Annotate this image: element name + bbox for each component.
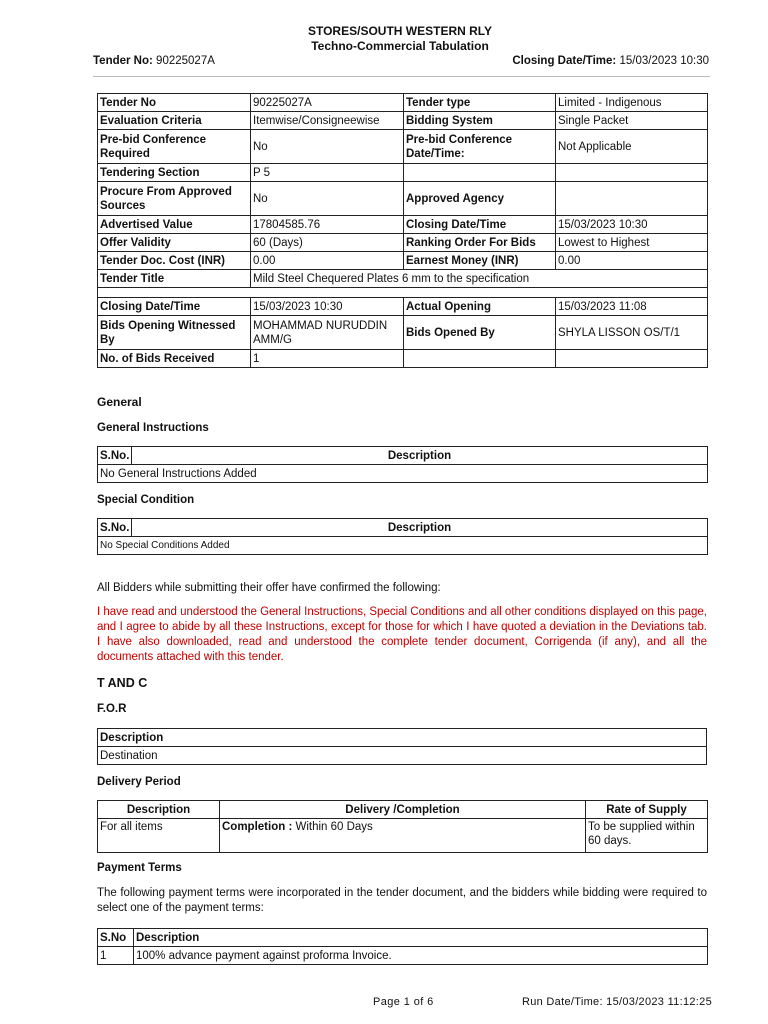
special-condition-table <box>97 518 708 555</box>
column-header: Delivery /Completion <box>220 801 586 819</box>
header-tender-no <box>93 55 215 67</box>
cell <box>404 350 556 368</box>
cell: 15/03/2023 10:30 <box>251 298 404 316</box>
table-row <box>98 270 708 288</box>
cell: Bidding System <box>404 112 556 130</box>
table-row <box>98 819 708 853</box>
table-row <box>98 298 708 316</box>
payment-terms-intro: The following payment terms were incorporated in the tender document, and the bidders while bidding were required to select one of the payment terms: <box>97 887 707 914</box>
cell: Not Applicable <box>556 130 708 164</box>
general-heading: General <box>97 395 142 409</box>
cell <box>98 288 708 298</box>
column-header: Rate of Supply <box>586 801 708 819</box>
table-row <box>98 465 708 483</box>
tender-no-value: 90225027A <box>156 55 215 67</box>
completion-label: Completion : <box>222 821 293 833</box>
page-subtitle: Techno-Commercial Tabulation <box>311 39 489 53</box>
table-row <box>98 252 708 270</box>
table-header-row <box>98 801 708 819</box>
cell: 1 <box>251 350 404 368</box>
cell: Tender type <box>404 94 556 112</box>
cell: Approved Agency <box>404 182 556 216</box>
table-row <box>98 130 708 164</box>
column-header: Description <box>98 801 220 819</box>
tender-no-label: Tender No: <box>93 55 153 67</box>
cell: Earnest Money (INR) <box>404 252 556 270</box>
cell: 15/03/2023 10:30 <box>556 216 708 234</box>
for-table <box>97 728 707 765</box>
table-row <box>98 164 708 182</box>
payment-terms-heading: Payment Terms <box>97 862 182 874</box>
cell: Procure From Approved Sources <box>98 182 251 216</box>
delivery-period-table <box>97 800 708 853</box>
page-number: Page 1 of 6 <box>373 996 434 1008</box>
cell: 0.00 <box>251 252 404 270</box>
table-spacer-row <box>98 288 708 298</box>
table-header-row <box>98 447 708 465</box>
table-row <box>98 747 707 765</box>
cell <box>556 164 708 182</box>
cell: To be supplied within 60 days. <box>586 819 708 853</box>
description-header: Description <box>98 729 707 747</box>
tandc-heading: T AND C <box>97 676 148 690</box>
cell: Tender Doc. Cost (INR) <box>98 252 251 270</box>
cell: 17804585.76 <box>251 216 404 234</box>
cell: Lowest to Highest <box>556 234 708 252</box>
org-title: STORES/SOUTH WESTERN RLY <box>307 24 493 38</box>
cell: 100% advance payment against proforma Invoice. <box>134 947 708 965</box>
cell: 90225027A <box>251 94 404 112</box>
sno-header: S.No <box>98 929 134 947</box>
cell: Actual Opening <box>404 298 556 316</box>
table-row <box>98 216 708 234</box>
for-heading: F.O.R <box>97 703 127 715</box>
cell: MOHAMMAD NURUDDIN AMM/G <box>251 316 404 350</box>
cell: Limited - Indigenous <box>556 94 708 112</box>
cell: P 5 <box>251 164 404 182</box>
general-instructions-heading: General Instructions <box>97 422 209 434</box>
cell: Tender Title <box>98 270 251 288</box>
description-header: Description <box>134 929 708 947</box>
cell <box>556 182 708 216</box>
table-row <box>98 234 708 252</box>
cell: Ranking Order For Bids <box>404 234 556 252</box>
cell: Tendering Section <box>98 164 251 182</box>
cell: Destination <box>98 747 707 765</box>
cell: Mild Steel Chequered Plates 6 mm to the specification <box>251 270 708 288</box>
special-condition-heading: Special Condition <box>97 494 195 506</box>
payment-terms-table <box>97 928 708 965</box>
delivery-period-heading: Delivery Period <box>97 776 181 788</box>
closing-label: Closing Date/Time: <box>512 55 617 67</box>
cell: 60 (Days) <box>251 234 404 252</box>
run-datetime: Run Date/Time: 15/03/2023 11:12:25 <box>522 996 712 1008</box>
cell: 1 <box>98 947 134 965</box>
cell: Pre-bid Conference Date/Time: <box>404 130 556 164</box>
general-instructions-table <box>97 446 708 483</box>
cell: Advertised Value <box>98 216 251 234</box>
tender-summary-table <box>97 93 708 368</box>
cell: No <box>251 130 404 164</box>
description-header: Description <box>132 447 708 465</box>
cell <box>556 350 708 368</box>
table-row <box>98 316 708 350</box>
closing-value: 15/03/2023 10:30 <box>619 55 709 67</box>
completion-value: Within 60 Days <box>292 821 373 833</box>
table-row <box>98 537 708 555</box>
cell: Itemwise/Consigneewise <box>251 112 404 130</box>
cell: Bids Opened By <box>404 316 556 350</box>
cell: SHYLA LISSON OS/T/1 <box>556 316 708 350</box>
cell: Tender No <box>98 94 251 112</box>
table-row <box>98 94 708 112</box>
sno-header: S.No. <box>98 519 132 537</box>
cell: For all items <box>98 819 220 853</box>
cell <box>404 164 556 182</box>
header-divider <box>93 76 710 77</box>
description-header: Description <box>132 519 708 537</box>
sno-header: S.No. <box>98 447 132 465</box>
confirmation-statement: I have read and understood the General Instructions, Special Conditions and all other conditions displayed on this page, and I agree to abide by all these Instructions, except for those for which I have quoted a deviation in the Deviations tab. I have also downloaded, read and understood the complete tender document, Corrigenda (if any), and all the documents attached with this tender. <box>97 606 707 663</box>
table-row <box>98 947 708 965</box>
cell: Evaluation Criteria <box>98 112 251 130</box>
cell: No. of Bids Received <box>98 350 251 368</box>
table-header-row <box>98 929 708 947</box>
cell: Closing Date/Time <box>98 298 251 316</box>
table-row <box>98 350 708 368</box>
cell: 0.00 <box>556 252 708 270</box>
cell <box>220 819 586 853</box>
cell: Bids Opening Witnessed By <box>98 316 251 350</box>
header-closing <box>512 55 709 67</box>
table-row <box>98 182 708 216</box>
cell: No <box>251 182 404 216</box>
cell: Pre-bid Conference Required <box>98 130 251 164</box>
table-row <box>98 112 708 130</box>
cell: No Special Conditions Added <box>98 537 708 555</box>
cell: Offer Validity <box>98 234 251 252</box>
cell: 15/03/2023 11:08 <box>556 298 708 316</box>
table-header-row <box>98 519 708 537</box>
confirmation-intro: All Bidders while submitting their offer have confirmed the following: <box>97 582 441 594</box>
table-header-row <box>98 729 707 747</box>
cell: Closing Date/Time <box>404 216 556 234</box>
cell: No General Instructions Added <box>98 465 708 483</box>
cell: Single Packet <box>556 112 708 130</box>
